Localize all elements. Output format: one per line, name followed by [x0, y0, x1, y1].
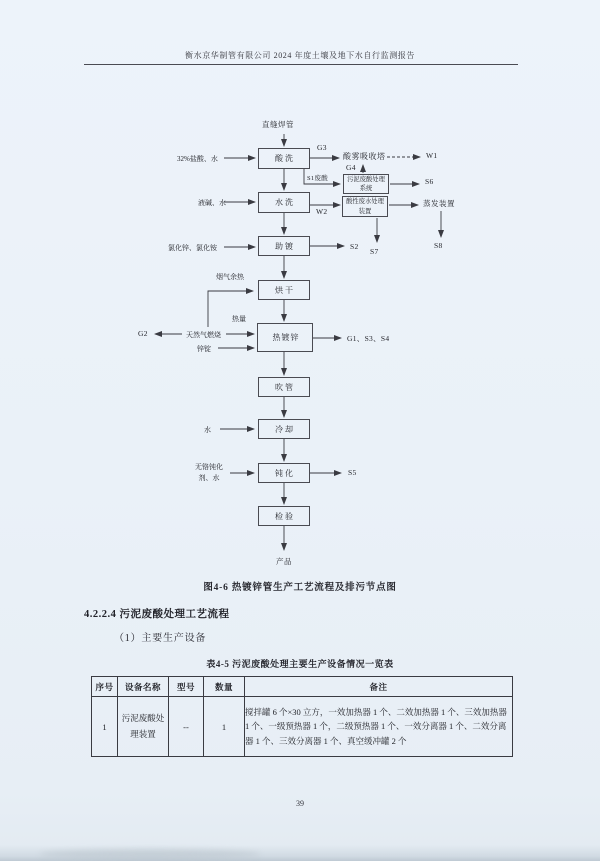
header-title: 衡水京华制管有限公司 2024 年度土壤及地下水自行监测报告 [185, 51, 415, 60]
outfall-label-w2: W2 [316, 207, 328, 216]
outfall-label-g3: G3 [317, 143, 327, 152]
outfall-label-s6: S6 [425, 177, 434, 186]
flow-box-drying: 烘干 [258, 280, 310, 300]
flow-box-passivation: 钝化 [258, 463, 310, 483]
table-header-remark: 备注 [245, 677, 513, 697]
cell-qty: 1 [204, 697, 245, 757]
table-header-name: 设备名称 [118, 677, 169, 697]
input-label-flue-gas-heat: 烟气余热 [216, 273, 244, 281]
figure-caption: 图4-6 热镀锌管生产工艺流程及排污节点图 [203, 583, 397, 593]
flow-node-evaporator: 蒸发装置 [423, 199, 455, 208]
outfall-label-s2: S2 [350, 242, 359, 251]
input-label-passivator-water: 无铬钝化剂、水 [195, 463, 223, 482]
flow-box-inspection: 检验 [258, 506, 310, 526]
header-rule [84, 64, 518, 65]
input-label-zinc-ingot: 锌锭 [197, 345, 211, 353]
input-label-zncl-nh4cl: 氯化锌、氯化铵 [168, 244, 217, 252]
scan-smudge-artifact [40, 849, 260, 859]
section-heading: 4.2.2.4 污泥废酸处理工艺流程 [84, 609, 230, 620]
cell-no: 1 [92, 697, 118, 757]
flow-node-acid-mist-tower: 酸雾吸收塔 [343, 152, 386, 161]
flow-node-start: 直缝焊管 [262, 120, 294, 129]
input-label-natural-gas: 天然气燃烧 [186, 331, 221, 339]
outfall-label-s1: S1废酸 [307, 175, 329, 182]
table-header-qty: 数量 [204, 677, 245, 697]
outfall-label-g4: G4 [346, 163, 356, 172]
flow-box-acid-wash: 酸洗 [258, 148, 310, 169]
input-label-alkali-water: 液碱、水 [198, 199, 226, 207]
outfall-label-s7: S7 [370, 247, 379, 256]
table-row [92, 697, 513, 757]
input-label-water: 水 [204, 426, 211, 434]
flow-box-acid-wastewater-unit: 酸性废水处理装置 [342, 196, 388, 217]
table-caption: 表4-5 污泥废酸处理主要生产设备情况一览表 [206, 659, 394, 669]
flow-box-cooling: 冷却 [258, 419, 310, 439]
flow-box-galvanizing: 热镀锌 [257, 323, 313, 352]
cell-remark: 搅拌罐 6 个×30 立方，一效加热器 1 个、二效加热器 1 个、三效加热器 1 个、一级预热器 1 个，二级预热器 1 个、一效分离器 1 个、二效分离器 1 个、三效分离器 1 个、真空缓冲罐 2 个 [245, 697, 513, 757]
flow-node-product: 产品 [276, 557, 292, 566]
outfall-label-w1: W1 [426, 151, 438, 160]
table-header-row [92, 677, 513, 697]
equipment-table [91, 676, 513, 757]
outfall-label-g2: G2 [138, 329, 148, 338]
outfall-label-s5: S5 [348, 468, 357, 477]
subsection-heading: （1）主要生产设备 [114, 633, 207, 644]
flow-box-pipe-blowing: 吹管 [258, 377, 310, 397]
page-number: 39 [296, 799, 304, 808]
cell-name: 污泥废酸处理装置 [118, 697, 169, 757]
flow-box-water-wash: 水洗 [258, 192, 310, 213]
input-label-heat: 热量 [232, 315, 246, 323]
input-label-hcl-water: 32%盐酸、水 [177, 155, 218, 163]
flow-box-sludge-acid-system: 污泥废酸处理系统 [343, 174, 389, 194]
outfall-label-g1-s3-s4: G1、S3、S4 [347, 334, 390, 343]
table-header-no: 序号 [92, 677, 118, 697]
table-header-model: 型号 [169, 677, 204, 697]
cell-model: -- [169, 697, 204, 757]
flow-box-flux-coating: 助镀 [258, 236, 310, 256]
outfall-label-s8: S8 [434, 241, 443, 250]
